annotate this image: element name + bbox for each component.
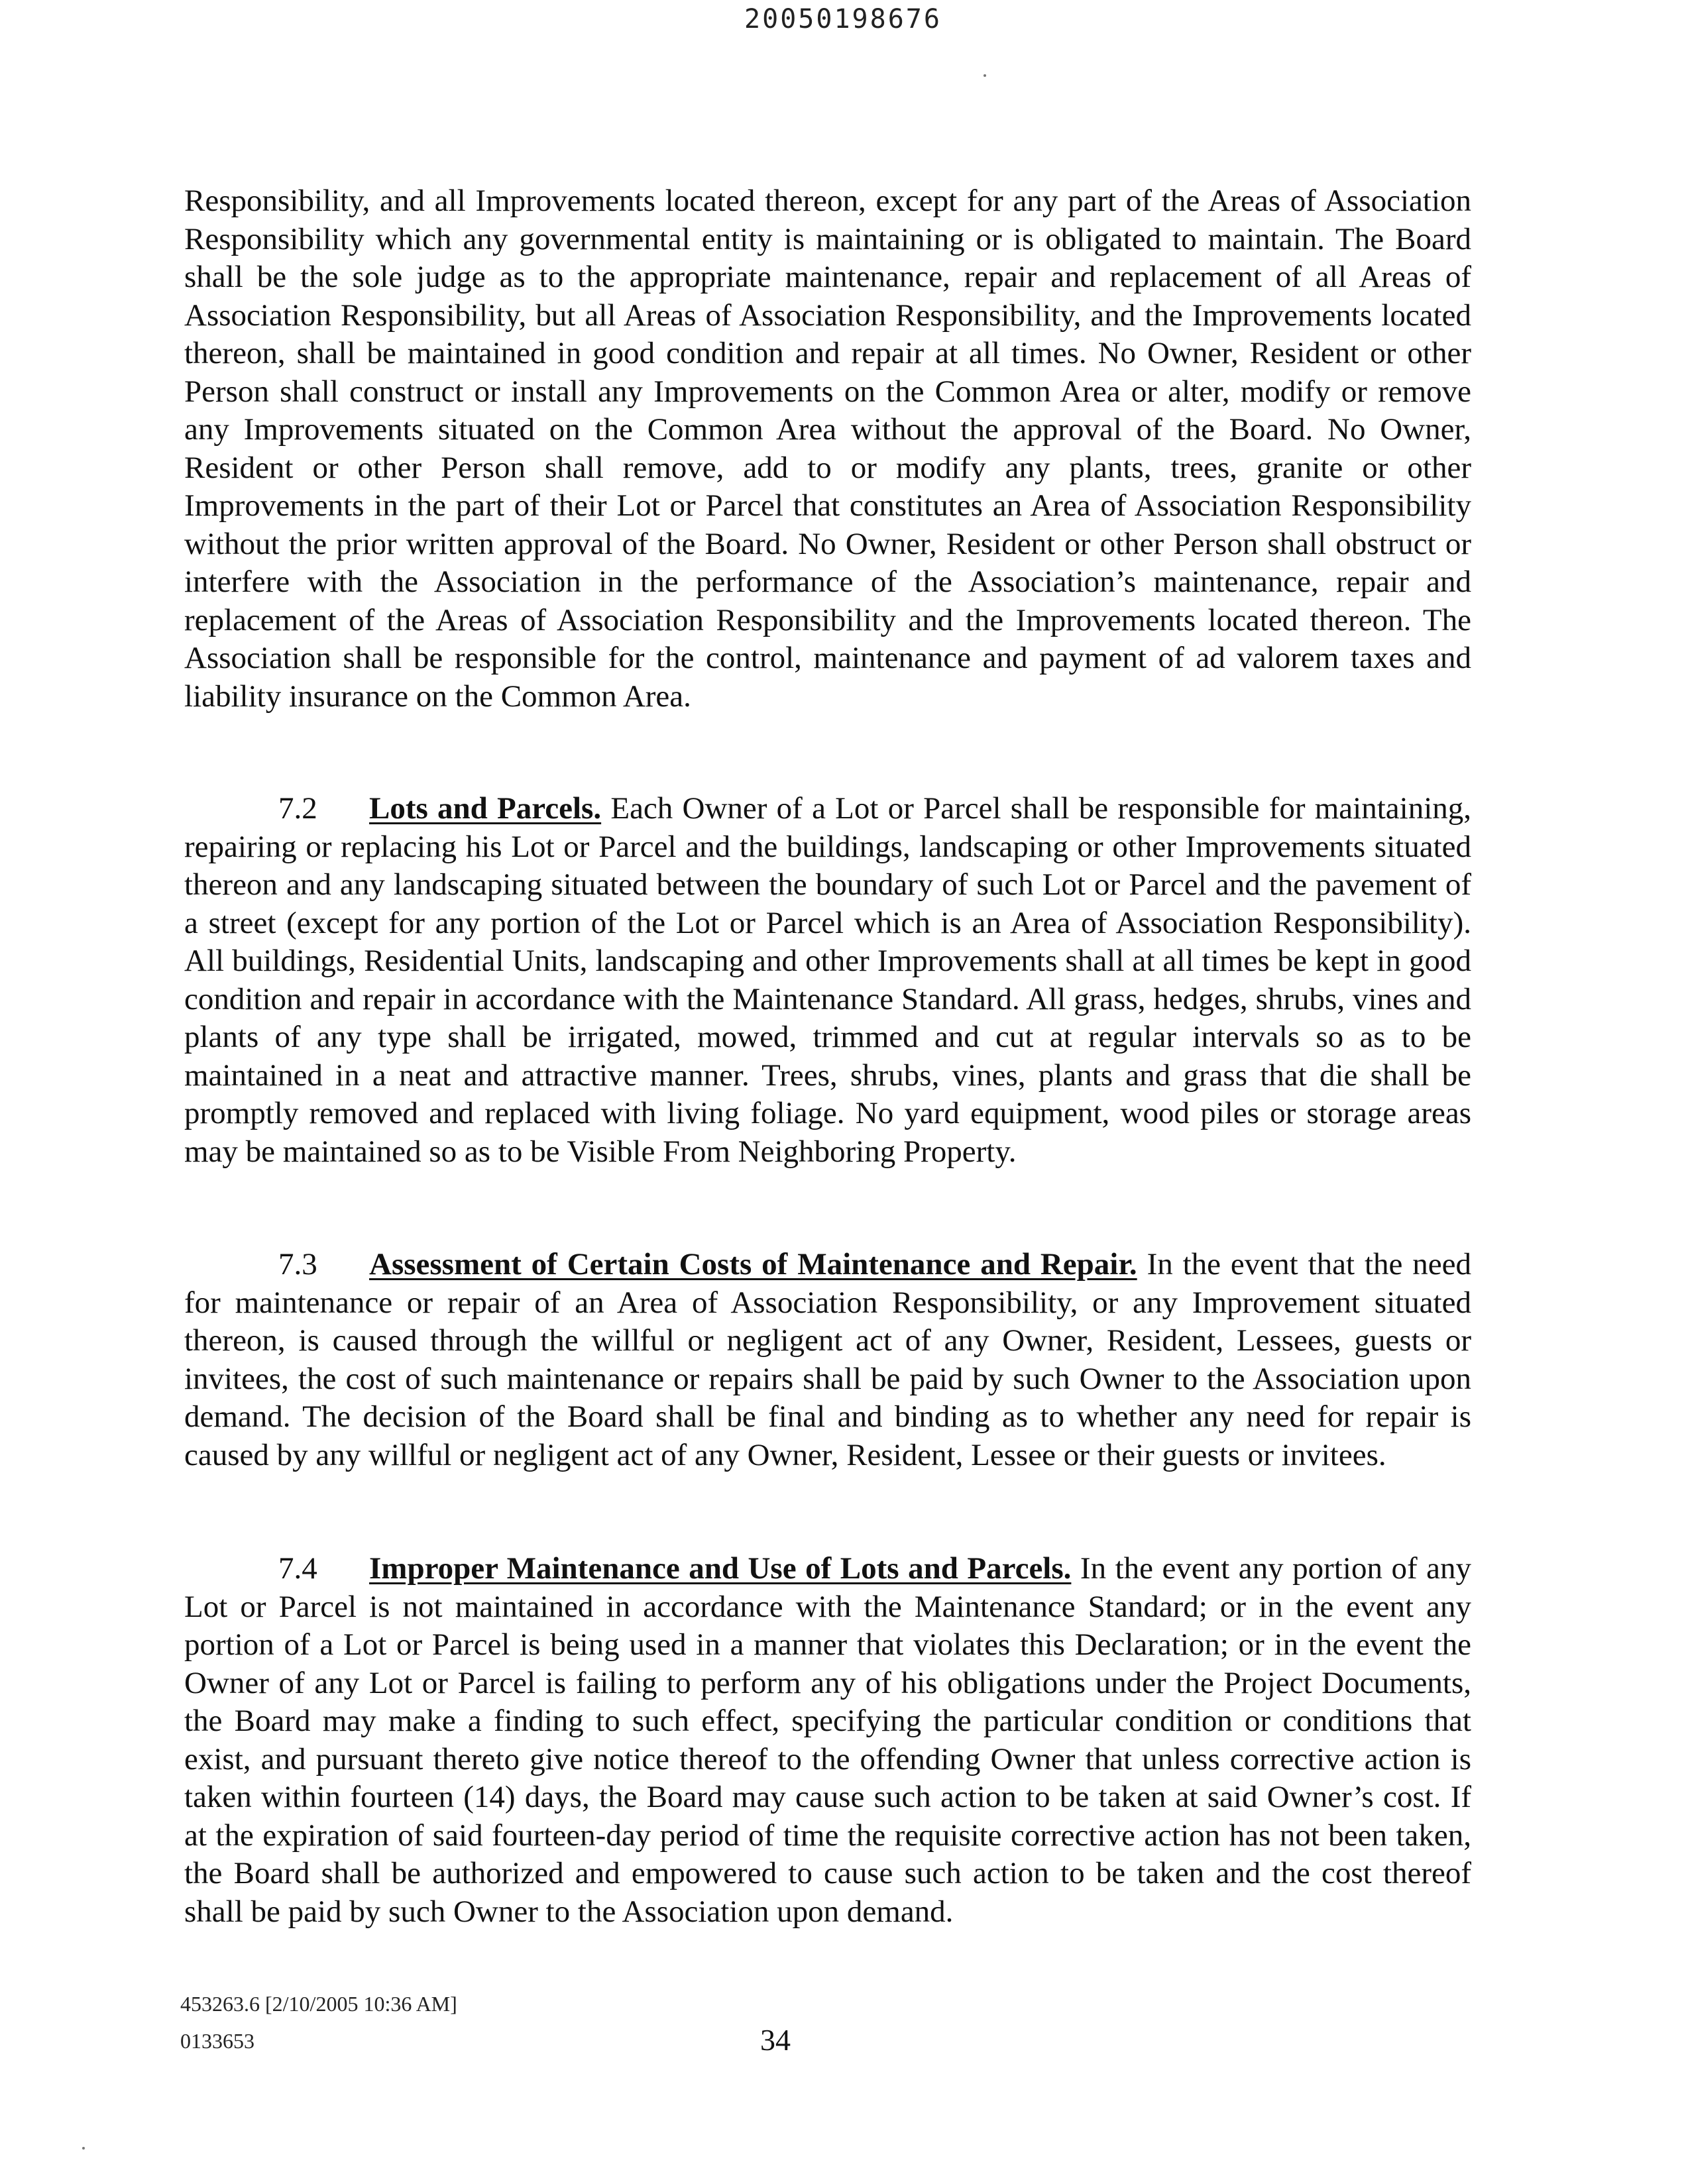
section-heading: Lots and Parcels. (369, 791, 602, 826)
scan-speck (984, 74, 986, 77)
section-number: 7.4 (278, 1551, 317, 1586)
footer-client-number: 0133653 (180, 2029, 254, 2053)
section-heading: Assessment of Certain Costs of Maintenance and Repair. (369, 1247, 1137, 1282)
section-number: 7.3 (278, 1247, 317, 1282)
section-7-4 (184, 1550, 1471, 1931)
section-text: In the event any portion of any Lot or Parcel is not maintained in accordance with the Maintenance Standard; or in the event any portion of a Lot or Parcel is being used in a manner that violates this Declaration; or in the event the Owner of any Lot or Parcel is failing to perform any of his obligations under the Project Documents, the Board may make a finding to such effect, specifying the particular condition or conditions that exist, and pursuant thereto give notice thereof to the offending Owner that unless corrective action is taken within fourteen (14) days, the Board may cause such action to be taken at said Owner’s cost. If at the expiration of said fourteen-day period of time the requisite corrective action has not been taken, the Board shall be authorized and empowered to cause such action to be taken and the cost thereof shall be paid by such Owner to the Association upon demand. (184, 1551, 1471, 1929)
section-7-2 (184, 790, 1471, 1171)
document-number: 20050198676 (744, 4, 942, 34)
section-heading: Improper Maintenance and Use of Lots and Parcels. (369, 1551, 1072, 1586)
scan-speck (82, 2147, 85, 2150)
section-text: Each Owner of a Lot or Parcel shall be responsible for maintaining, repairing or replacing his Lot or Parcel and the buildings, landscaping or other Improvements situated thereon and any landscaping situated between the boundary of such Lot or Parcel and the pavement of a street (except for any portion of the Lot or Parcel which is an Area of Association Responsibility). All buildings, Residential Units, landscaping and other Improvements shall at all times be kept in good condition and repair in accordance with the Maintenance Standard. All grass, hedges, shrubs, vines and plants of any type shall be irrigated, mowed, trimmed and cut at regular intervals so as to be maintained in a neat and attractive manner. Trees, shrubs, vines, plants and grass that die shall be promptly removed and replaced with living foliage. No yard equipment, wood piles or storage areas may be maintained so as to be Visible From Neighboring Property. (184, 791, 1472, 1169)
intro-paragraph: Responsibility, and all Improvements located thereon, except for any part of the Areas of Association Responsibility which any governmental entity is maintaining or is obligated to maintain. The Board shall be the sole judge as to the appropriate maintenance, repair and replacement of all Areas of Association Responsibility, but all Areas of Association Responsibility, and the Improvements located thereon, shall be maintained in good condition and repair at all times. No Owner, Resident or other Person shall construct or install any Improvements on the Common Area or alter, modify or remove any Improvements situated on the Common Area without the approval of the Board. No Owner, Resident or other Person shall remove, add to or modify any plants, trees, granite or other Improvements in the part of their Lot or Parcel that constitutes an Area of Association Responsibility without the prior written approval of the Board. No Owner, Resident or other Person shall obstruct or interfere with the Association in the performance of the Association’s maintenance, repair and replacement of the Areas of Association Responsibility and the Improvements located thereon. The Association shall be responsible for the control, maintenance and payment of ad valorem taxes and liability insurance on the Common Area. (184, 184, 1471, 714)
footer-doc-id: 453263.6 [2/10/2005 10:36 AM] (180, 1992, 457, 2016)
section-7-3 (184, 1246, 1471, 1474)
section-text: In the event that the need for maintenance or repair of an Area of Association Responsibility, or any Improvement situated thereon, is caused through the willful or negligent act of any Owner, Resident, Lessees, guests or invitees, the cost of such maintenance or repairs shall be paid by such Owner to the Association upon demand. The decision of the Board shall be final and binding as to whether any need for repair is caused by any willful or negligent act of any Owner, Resident, Lessee or their guests or invitees. (184, 1247, 1472, 1472)
section-number: 7.2 (278, 791, 317, 826)
page-number: 34 (760, 2023, 791, 2057)
